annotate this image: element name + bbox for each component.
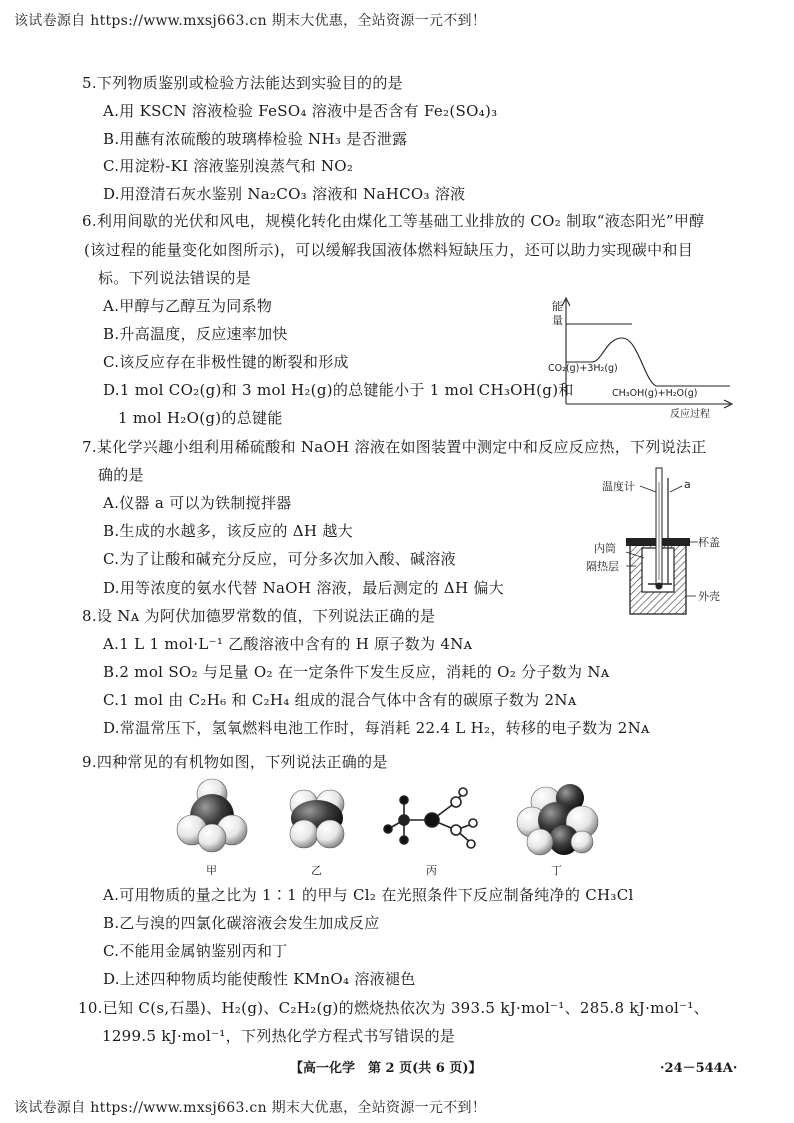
molecule-label-jia: 甲 (206, 864, 217, 877)
q9-option-b: B.乙与溴的四氯化碳溶液会发生加成反应 (103, 914, 380, 932)
molecule-jia-methane (177, 779, 247, 852)
leader-stirrer (670, 486, 682, 492)
q10-stem-line-1: 10.已知 C(s,石墨)、H₂(g)、C₂H₂(g)的燃烧热依次为 393.5 kJ·mol⁻¹、285.8 kJ·mol⁻¹、 (78, 999, 709, 1017)
q9-option-c: C.不能用金属钠鉴别丙和丁 (103, 942, 288, 960)
q5-option-c: C.用淀粉-KI 溶液鉴别溴蒸气和 NO₂ (103, 157, 354, 175)
label-shell: 外壳 (698, 590, 720, 603)
energy-reactants-label: CO₂(g)+3H₂(g) (548, 363, 618, 374)
q5-stem: 5.下列物质鉴别或检验方法能达到实验目的的是 (82, 74, 403, 92)
molecule-label-bing: 丙 (426, 864, 437, 877)
page-footer-code: ·24－544A· (660, 1061, 738, 1076)
q7-stem-line-2: 确的是 (98, 466, 144, 484)
energy-products-label: CH₃OH(g)+H₂O(g) (612, 388, 698, 399)
leader-thermometer (640, 486, 656, 492)
energy-y-label-1: 能 (552, 300, 563, 313)
q7-stem-line-1: 7.某化学兴趣小组利用稀硫酸和 NaOH 溶液在如图装置中测定中和反应反应热，下列说法正 (82, 438, 707, 456)
label-inner: 内筒 (594, 542, 616, 555)
molecule-ding-acetic-acid (517, 784, 598, 855)
q7-option-d: D.用等浓度的氨水代替 NaOH 溶液，最后测定的 ΔH 偏大 (103, 579, 504, 597)
watermark-bottom: 该试卷源自 https://www.mxsj663.cn 期末大优惠，全站资源一元不到！ (14, 1100, 487, 1116)
molecule-bing-ethanol (384, 788, 477, 848)
q8-option-c: C.1 mol 由 C₂H₆ 和 C₂H₄ 组成的混合气体中含有的碳原子数为 2Nᴀ (103, 691, 577, 709)
energy-x-label: 反应过程 (670, 409, 710, 420)
q7-option-b: B.生成的水越多，该反应的 ΔH 越大 (103, 522, 353, 540)
q6-option-c: C.该反应存在非极性键的断裂和形成 (103, 353, 349, 371)
label-insulation: 隔热层 (586, 560, 619, 573)
label-thermometer: 温度计 (602, 480, 635, 493)
q8-stem: 8.设 Nᴀ 为阿伏加德罗常数的值，下列说法正确的是 (82, 607, 436, 625)
q10-stem-line-2: 1299.5 kJ·mol⁻¹，下列热化学方程式书写错误的是 (102, 1027, 456, 1045)
q6-stem-line-3: 标。下列说法错误的是 (98, 269, 252, 287)
q6-stem-line-1: 6.利用间歇的光伏和风电，规模化转化由煤化工等基础工业排放的 CO₂ 制取“液态阳光”甲醇 (82, 212, 705, 230)
q6-energy-diagram (540, 292, 740, 420)
label-lid: 杯盖 (698, 536, 720, 549)
q9-stem: 9.四种常见的有机物如图，下列说法正确的是 (82, 753, 388, 771)
q5-option-a: A.用 KSCN 溶液检验 FeSO₄ 溶液中是否含有 Fe₂(SO₄)₃ (103, 102, 498, 120)
molecule-label-ding: 丁 (551, 864, 562, 877)
q7-calorimeter-diagram (586, 462, 736, 622)
q9-option-d: D.上述四种物质均能使酸性 KMnO₄ 溶液褪色 (103, 970, 416, 988)
q6-option-d-cont: 1 mol H₂O(g)的总键能 (118, 409, 283, 427)
q6-option-b: B.升高温度，反应速率加快 (103, 325, 288, 343)
q5-option-b: B.用蘸有浓硫酸的玻璃棒检验 NH₃ 是否泄露 (103, 130, 408, 148)
label-stirrer-a: a (684, 478, 691, 491)
q8-option-d: D.常温常压下，氢氧燃料电池工作时，每消耗 22.4 L H₂，转移的电子数为 2Nᴀ (103, 719, 650, 737)
watermark-top: 该试卷源自 https://www.mxsj663.cn 期末大优惠，全站资源一元不到！ (14, 13, 487, 29)
molecule-label-yi: 乙 (311, 864, 322, 877)
q9-option-a: A.可用物质的量之比为 1∶1 的甲与 Cl₂ 在光照条件下反应制备纯净的 CH₃Cl (103, 886, 634, 904)
q7-option-a: A.仪器 a 可以为铁制搅拌器 (103, 494, 292, 512)
q6-option-a: A.甲醇与乙醇互为同系物 (103, 297, 273, 315)
q8-option-b: B.2 mol SO₂ 与足量 O₂ 在一定条件下发生反应，消耗的 O₂ 分子数为 Nᴀ (103, 663, 610, 681)
page-footer-center: 【高一化学 第 2 页(共 6 页)】 (290, 1061, 482, 1076)
molecule-yi-ethylene (290, 790, 344, 848)
q9-molecule-models (170, 772, 610, 880)
q5-option-d: D.用澄清石灰水鉴别 Na₂CO₃ 溶液和 NaHCO₃ 溶液 (103, 185, 466, 203)
q7-option-c: C.为了让酸和碱充分反应，可分多次加入酸、碱溶液 (103, 550, 456, 568)
q8-option-a: A.1 L 1 mol·L⁻¹ 乙酸溶液中含有的 H 原子数为 4Nᴀ (103, 635, 473, 653)
energy-curve (592, 338, 656, 386)
q6-stem-line-2: (该过程的能量变化如图所示)，可以缓解我国液体燃料短缺压力，还可以助力实现碳中和目 (84, 241, 694, 259)
q6-option-d: D.1 mol CO₂(g)和 3 mol H₂(g)的总键能小于 1 mol CH₃OH(g)和 (103, 381, 574, 399)
energy-y-label-2: 量 (552, 314, 563, 327)
